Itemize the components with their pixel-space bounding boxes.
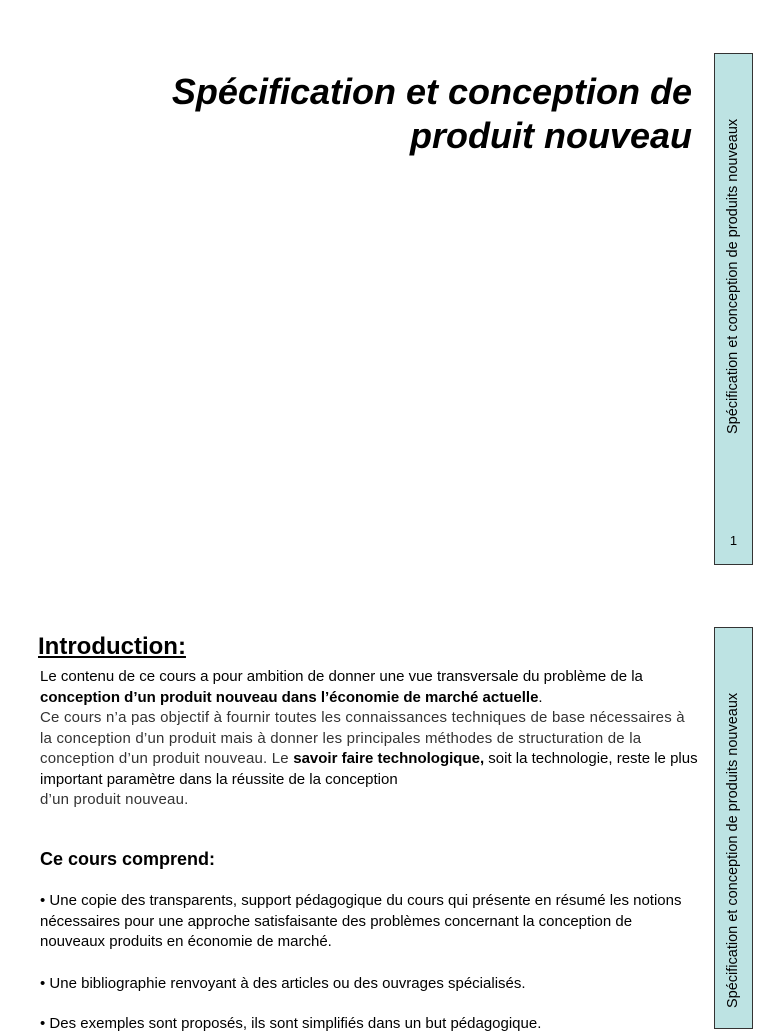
bullet-transparents: • Une copie des transparents, support pédagogique du cours qui présente en résumé les notions nécessaires pour une approche satisfaisante des problèmes concernant la conception de nouveaux produits en économie de marché. xyxy=(40,892,682,950)
slide-title-line2: produit nouveau xyxy=(410,115,692,156)
slide-title xyxy=(72,70,692,158)
bullet-bibliography: • Une bibliographie renvoyant à des articles ou des ouvrages spécialisés. xyxy=(40,975,526,992)
side-label-slide1: Spécification et conception de produits nouveaux xyxy=(724,118,741,434)
intro-text-1: Le contenu de ce cours a pour ambition de donner une vue transversale du problème de la xyxy=(40,668,643,685)
slide-title-line1: Spécification et conception de xyxy=(171,71,692,112)
intro-bold-1: conception d’un produit nouveau dans l’économie de marché actuelle xyxy=(40,688,539,706)
page-number: 1 xyxy=(729,533,738,548)
side-label-slide2: Spécification et conception de produits nouveaux xyxy=(724,692,741,1008)
course-contents-heading: Ce cours comprend: xyxy=(40,849,216,869)
side-tab-slide2 xyxy=(714,627,753,1029)
intro-bold-2: savoir faire technologique, xyxy=(293,750,485,767)
intro-text-2: Ce cours n’a pas objectif à fournir toutes les connaissances techniques de base nécessaires à la conception d’un produit mais à donner les principales méthodes de structuration de la conception d’un produit nouveau. Le xyxy=(40,709,685,767)
intro-heading: Introduction: xyxy=(38,633,186,660)
intro-text-4: d’un produit nouveau. xyxy=(40,791,189,808)
intro-text-3: soit la technologie, reste le plus important paramètre dans la réussite de la conception xyxy=(40,750,698,788)
intro-paragraph xyxy=(40,667,700,811)
bullet-examples: • Des exemples sont proposés, ils sont simplifiés dans un but pédagogique. xyxy=(40,1015,542,1032)
intro-text-1-end: . xyxy=(538,688,543,706)
side-tab-slide1 xyxy=(714,53,753,565)
